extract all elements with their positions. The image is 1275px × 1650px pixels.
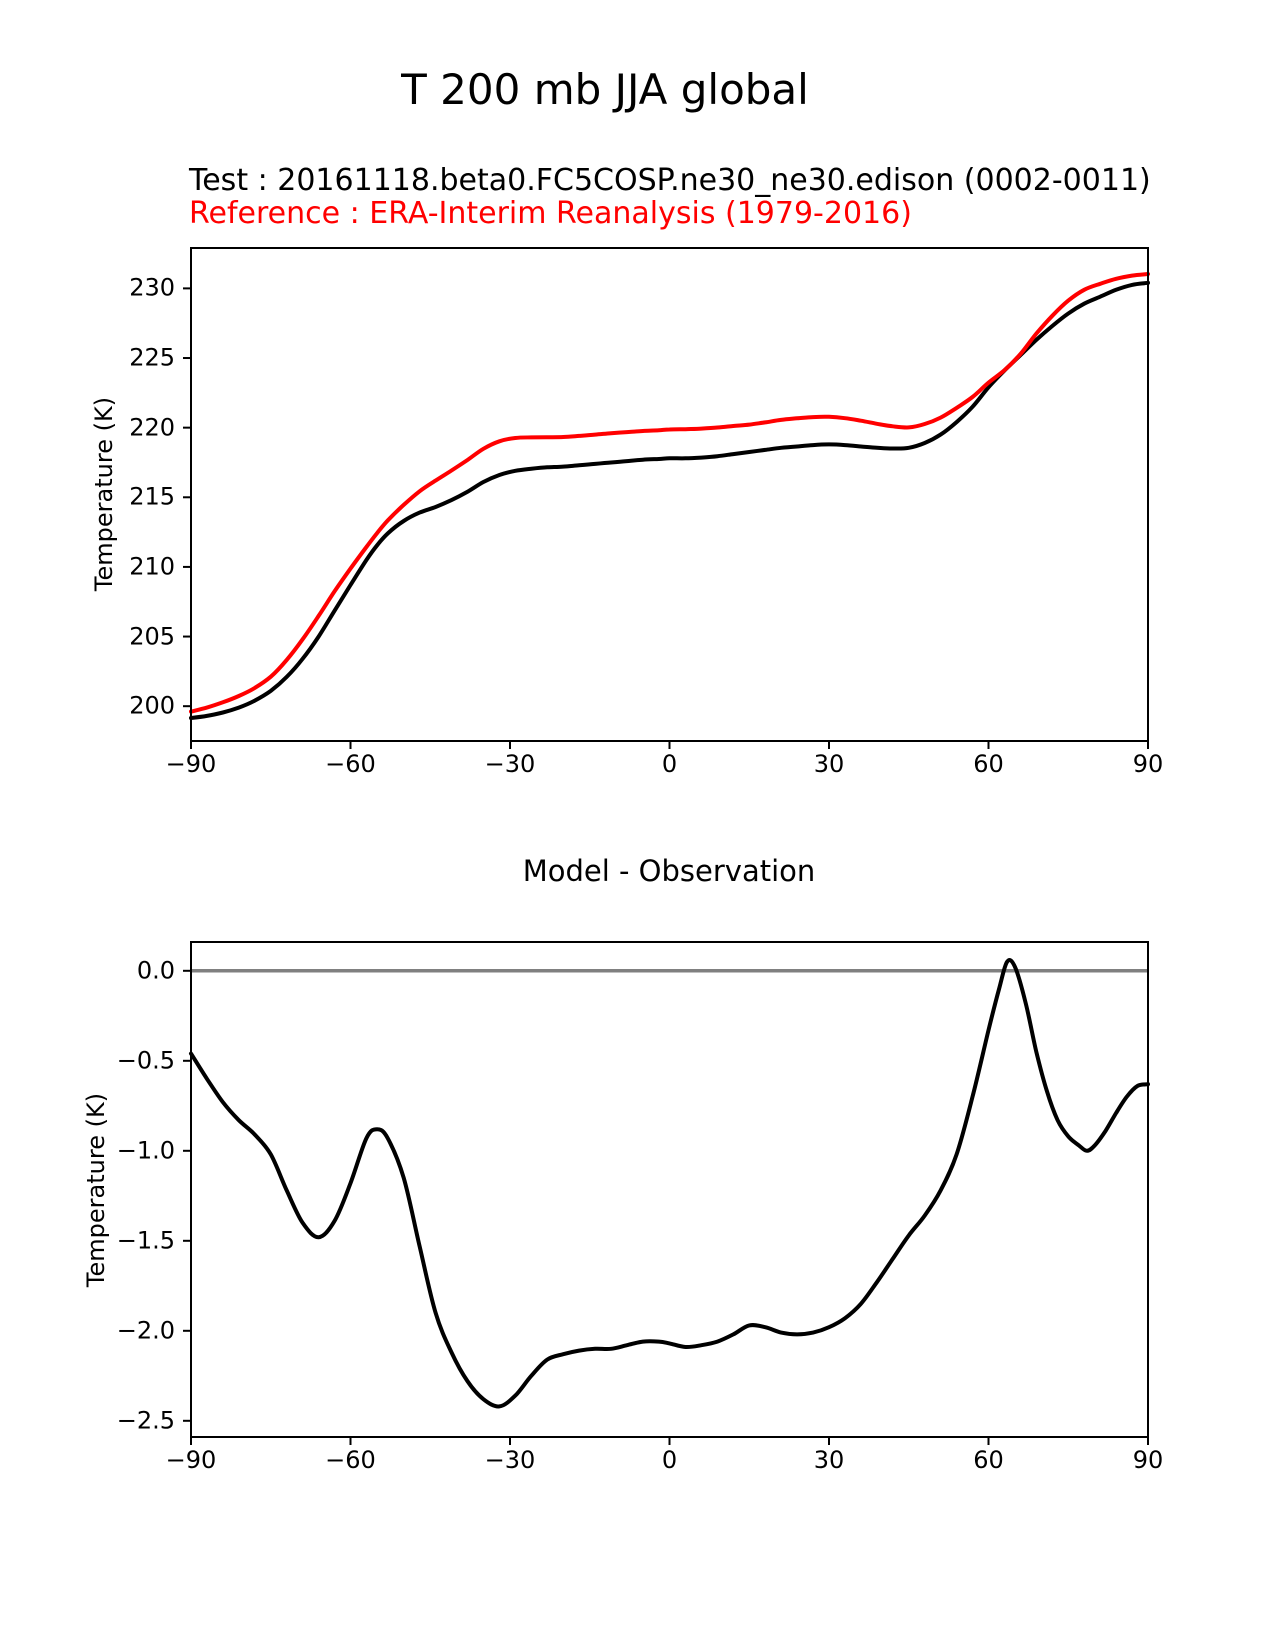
y-tick-label: 215 bbox=[129, 482, 175, 511]
x-tick-label: −30 bbox=[484, 750, 536, 778]
x-tick-label: 90 bbox=[1132, 750, 1164, 778]
reference-curve bbox=[191, 274, 1148, 712]
x-tick-label: 90 bbox=[1132, 1446, 1164, 1474]
y-tick-label: 200 bbox=[129, 691, 175, 720]
x-tick-label: −90 bbox=[165, 750, 217, 778]
top-chart-y-axis-label: Temperature (K) bbox=[90, 396, 118, 592]
y-tick-label: 225 bbox=[129, 343, 175, 372]
x-tick-label: 60 bbox=[973, 1446, 1004, 1474]
x-tick-label: 30 bbox=[813, 1446, 845, 1474]
y-tick-label: 230 bbox=[129, 273, 175, 302]
bottom-chart-y-axis-label: Temperature (K) bbox=[82, 1092, 110, 1288]
x-tick-label: 0 bbox=[661, 1446, 678, 1474]
y-tick-label: −2.5 bbox=[116, 1406, 175, 1435]
x-tick-label: −90 bbox=[165, 1446, 217, 1474]
y-tick-label: −0.5 bbox=[116, 1046, 175, 1075]
reference-run-label: Reference : ERA-Interim Reanalysis (1979-2016) bbox=[189, 196, 912, 231]
x-tick-label: 30 bbox=[813, 750, 845, 778]
difference-curve bbox=[191, 960, 1148, 1406]
test-run-label: Test : 20161118.beta0.FC5COSP.ne30_ne30.edison (0002-0011) bbox=[189, 163, 1151, 198]
y-tick-label: 220 bbox=[129, 413, 175, 442]
x-tick-label: −30 bbox=[484, 1446, 536, 1474]
plot-border bbox=[191, 942, 1148, 1437]
y-tick-label: 210 bbox=[129, 552, 175, 581]
x-tick-label: −60 bbox=[325, 1446, 376, 1474]
x-tick-label: 0 bbox=[661, 750, 678, 778]
y-tick-label: −1.5 bbox=[116, 1226, 175, 1255]
test-curve bbox=[191, 283, 1148, 718]
y-tick-label: −2.0 bbox=[116, 1316, 175, 1345]
difference-chart-title: Model - Observation bbox=[522, 854, 816, 888]
x-tick-label: 60 bbox=[973, 750, 1004, 778]
y-tick-label: 205 bbox=[129, 622, 175, 651]
y-tick-label: −1.0 bbox=[116, 1136, 175, 1165]
x-tick-label: −60 bbox=[325, 750, 376, 778]
y-tick-label: 0.0 bbox=[136, 956, 175, 985]
plot-border bbox=[191, 248, 1148, 741]
figure-title: T 200 mb JJA global bbox=[401, 65, 809, 114]
